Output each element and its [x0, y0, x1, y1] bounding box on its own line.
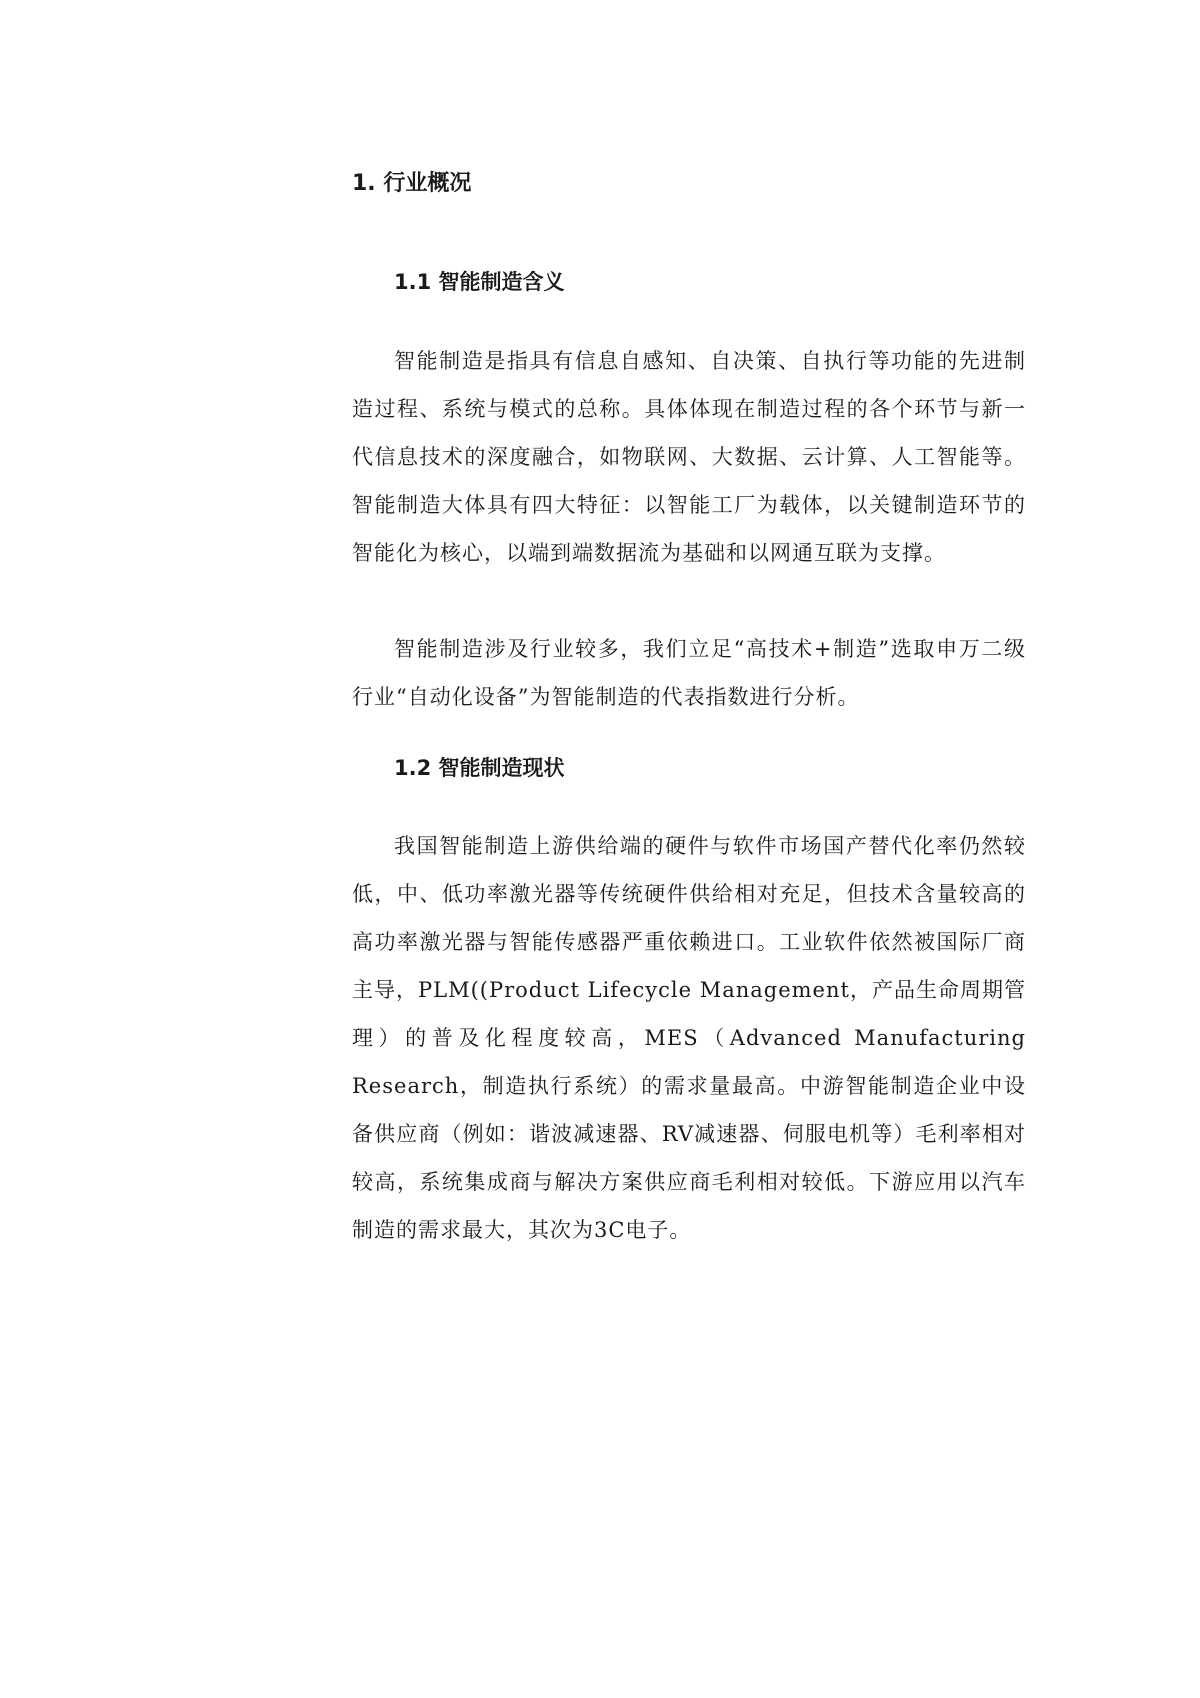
paragraph-status: 我国智能制造上游供给端的硬件与软件市场国产替代化率仍然较低，中、低功率激光器等传统硬件供给相对充足，但技术含量较高的高功率激光器与智能传感器严重依赖进口。工业软件依然被国际厂商主导，PLM((Product Lifecycle Management，产品生命周期管理）的普及化程度较高，MES（Advanced Manufacturing Research，制造执行系统）的需求量最高。中游智能制造企业中设备供应商（例如：谐波减速器、RV减速器、伺服电机等）毛利率相对较高，系统集成商与解决方案供应商毛利相对较低。下游应用以汽车制造的需求最大，其次为3C电子。	[352, 834, 1026, 1242]
paragraph-scope: 智能制造涉及行业较多，我们立足“高技术+制造”选取申万二级行业“自动化设备”为智能制造的代表指数进行分析。	[352, 637, 1026, 709]
subsection-heading-1-1: 1.1 智能制造含义	[394, 270, 565, 294]
section-heading-1: 1. 行业概况	[352, 171, 472, 196]
paragraph-definition: 智能制造是指具有信息自感知、自决策、自执行等功能的先进制造过程、系统与模式的总称。具体体现在制造过程的各个环节与新一代信息技术的深度融合，如物联网、大数据、云计算、人工智能等。智能制造大体具有四大特征：以智能工厂为载体，以关键制造环节的智能化为核心，以端到端数据流为基础和以网通互联为支撑。	[352, 349, 1026, 565]
subsection-heading-1-2: 1.2 智能制造现状	[394, 756, 565, 780]
